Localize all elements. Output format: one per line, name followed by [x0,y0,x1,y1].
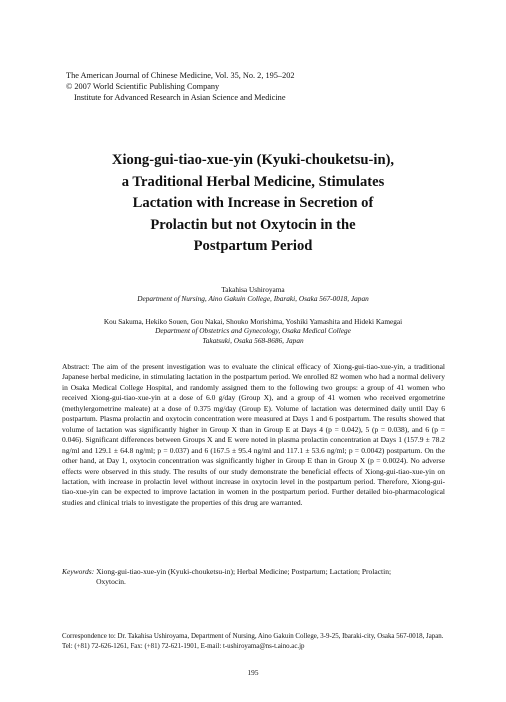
title-line: Lactation with Increase in Secretion of [132,195,374,211]
author-affiliation: Department of Obstetrics and Gynecology, Osaka Medical College [155,326,351,336]
author-block-2 [0,317,506,345]
journal-copyright: © 2007 World Scientific Publishing Company [66,82,220,91]
keywords-label: Keywords: [62,567,95,576]
journal-header [66,70,295,103]
article-title [40,150,466,258]
correspondence-footnote: Correspondence to: Dr. Takahisa Ushiroyama, Department of Nursing, Aino Gakuin College, 3-9-25, Ibaraki-city, Osaka 567-0018, Japan. Tel: (+81) 72-626-1261, Fax: (+81) 72-621-1901, E-mail: t-ushiroyama@ns-t.aino.ac.jp [62,633,444,650]
author-block-1 [0,285,506,304]
title-line: Postpartum Period [193,238,313,254]
title-line: a Traditional Herbal Medicine, Stimulates [121,173,385,190]
keywords [62,567,445,587]
abstract: Abstract: The aim of the present investigation was to evaluate the clinical efficacy of Xiong-gui-tiao-xue-yin, a traditional Japanese herbal medicine, in stimulating lactation in the postpartum period. We enrolled 82 women who had a normal delivery in Osaka Medical College Hospital, and randomly assigned them to the following two groups: a group of 41 women who received Xiong-gui-tiao-xue-yin at a dose of 6.0 g/day (Group X), and a group of 41 women who received ergometrine (methylergometrine maleate) at a dose of 0.375 mg/day (Group E). Volume of lactation was determined daily until Day 6 postpartum. Plasma prolactin and oxytocin concentration were measured at Days 1 and 6 postpartum. The results showed that volume of lactation was significantly higher in Group X than in Group E at Days 4 (p = 0.042), 5 (p = 0.038), and 6 (p = 0.046). Significant differences between Groups X and E were noted in plasma prolactin concentration at Days 1 (157.9 ± 78.2 ng/ml and 129.1 ± 64.8 ng/ml; p = 0.037) and 6 (167.5 ± 95.4 ng/ml and 117.1 ± 53.6 ng/ml; p = 0.0042) postpartum. On the other hand, at Day 1, oxytocin concentration was significantly higher in Group E than in Group X (p = 0.0024). No adverse effects were observed in this study. The results of our study demonstrate the beneficial effects of Xiong-gui-tiao-xue-yin on lactation, with increase in prolactin level without increase in oxytocin level in the postpartum period. Therefore, Xiong-gui-tiao-xue-yin can be expected to improve lactation in women in the postpartum period. Further detailed bio-pharmacological studies and clinical trials to investigate the properties of this drug are warranted. [62,362,445,507]
keywords-text: Xiong-gui-tiao-xue-yin (Kyuki-chouketsu-in); Herbal Medicine; Postpartum; Lactation; Prolactin; Oxytocin. [96,567,392,587]
journal-institute: Institute for Advanced Research in Asian Science and Medicine [74,93,286,102]
title-line: Prolactin but not Oxytocin in the [150,216,356,233]
author-affiliation: Takatsuki, Osaka 568-8686, Japan [202,335,304,345]
author-affiliation: Department of Nursing, Aino Gakuin College, Ibaraki, Osaka 567-0018, Japan [137,294,369,304]
journal-citation: The American Journal of Chinese Medicine, Vol. 35, No. 2, 195–202 [66,71,295,80]
author-name: Takahisa Ushiroyama [221,285,285,294]
page-number: 195 [247,668,259,677]
title-line: Xiong-gui-tiao-xue-yin (Kyuki-chouketsu-in), [111,152,395,168]
author-names: Kou Sakuma, Hekiko Souen, Gou Nakai, Shouko Morishima, Yoshiki Yamashita and Hideki Kamegai [103,317,403,326]
